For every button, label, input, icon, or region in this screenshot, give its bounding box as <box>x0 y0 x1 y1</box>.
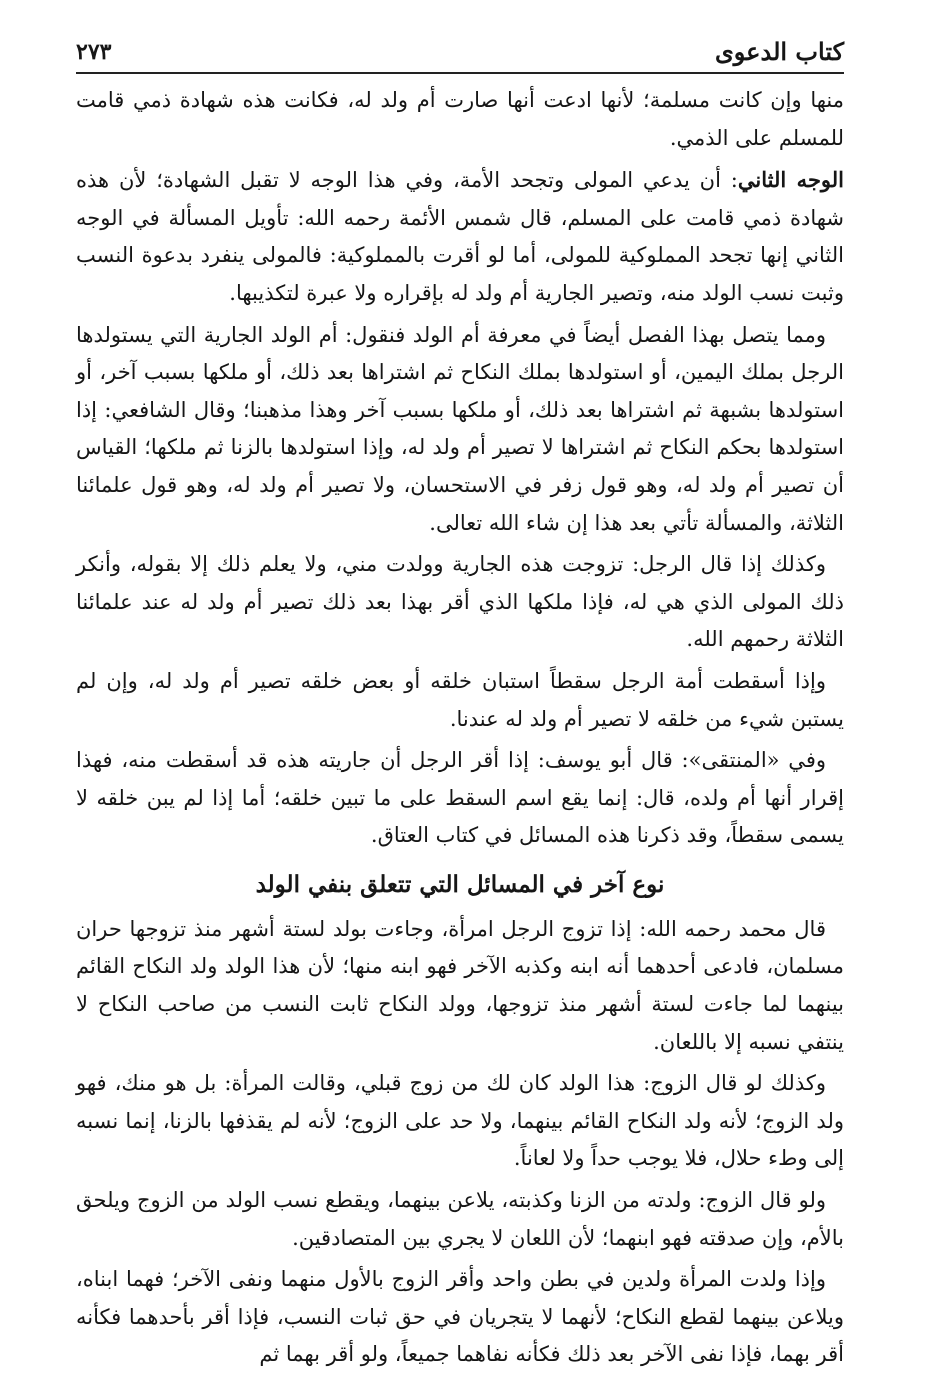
paragraph: وكذلك إذا قال الرجل: تزوجت هذه الجارية وولدت مني، ولا يعلم ذلك إلا بقوله، وأنكر ذلك المولى الذي هي له، فإذا ملكها الذي أقر بهذا بعد ذلك تصير أم ولد له عند علمائنا الثلاثة رحمهم الله. <box>76 552 844 652</box>
running-title: كتاب الدعوى <box>714 37 844 66</box>
body-text <box>76 82 844 1374</box>
paragraph-lead: الوجه الثاني <box>737 167 845 193</box>
paragraph <box>76 161 844 312</box>
section-heading: نوع آخر في المسائل التي تتعلق بنفي الولد <box>255 870 665 898</box>
paragraph: ومما يتصل بهذا الفصل أيضاً في معرفة أم الولد فنقول: أم الولد الجارية التي يستولدها الرجل بملك اليمين، أو استولدها بملك النكاح ثم اشتراها بعد ذلك، أو ملكها بسبب آخر، أو استولدها بشبهة ثم اشتراها بعد ذلك، أو ملكها بسبب آخر وهذا مذهبنا؛ وقال الشافعي: إذا استولدها بحكم النكاح ثم اشتراها لا تصير أم ولد له، وإذا استولدها بالزنا ثم ملكها؛ القياس أن تصير أم ولد له، وهو قول زفر في الاستحسان، ولا تصير أم ولد له، وهو قول علمائنا الثلاثة، والمسألة تأتي بعد هذا إن شاء الله تعالى. <box>76 322 844 535</box>
paragraph: وإذا أسقطت أمة الرجل سقطاً استبان خلقه أو بعض خلقه تصير أم ولد له، وإن لم يستبن شيء من خلقه لا تصير أم ولد له عندنا. <box>76 668 844 731</box>
paragraph: منها وإن كانت مسلمة؛ لأنها ادعت أنها صارت أم ولد له، فكانت هذه شهادة ذمي قامت للمسلم على الذمي. <box>76 88 844 150</box>
paragraph-text: : أن يدعي المولى وتجحد الأمة، وفي هذا الوجه لا تقبل الشهادة؛ لأن هذه شهادة ذمي قامت على المسلم، قال شمس الأئمة رحمه الله: تأويل المسألة في الوجه الثاني إنها تجحد المملوكية للمولى، أما لو أقرت بالمملوكية: فالمولى ينفرد بدعوة النسب وثبت نسب الولد منه، وتصير الجارية أم ولد له بإقراره ولا عبرة لتكذيبها. <box>76 168 844 305</box>
paragraph: وإذا ولدت المرأة ولدين في بطن واحد وأقر الزوج بالأول منهما ونفى الآخر؛ فهما ابناه، ويلاعن بينهما لقطع النكاح؛ لأنهما لا يتجريان في حق ثبات النسب، فإذا أقر بأحدهما فكأنه أقر بهما، فإذا نفى الآخر بعد ذلك فكأنه نفاهما جميعاً، ولو أقر بهما ثم <box>76 1267 844 1367</box>
paragraph: وكذلك لو قال الزوج: هذا الولد كان لك من زوج قبلي، وقالت المرأة: بل هو منك، فهو ولد الزوج؛ لأنه ولد النكاح القائم بينهما، ولا حد على الزوج؛ لأنه لم يقذفها بالزنا، إنما نسبه إلى وطء حلال، فلا يوجب حداً ولا لعاناً. <box>76 1071 844 1171</box>
paragraph: وفي «المنتقى»: قال أبو يوسف: إذا أقر الرجل أن جاريته هذه قد أسقطت منه، فهذا إقرار أنها أم ولده، قال: إنما يقع اسم السقط على ما تبين خلقه؛ أما إذا لم يبن خلقه لا يسمى سقطاً، وقد ذكرنا هذه المسائل في كتاب العتاق. <box>76 748 844 848</box>
page-header <box>76 28 844 74</box>
page-number: ٢٧٣ <box>76 39 112 65</box>
paragraph: قال محمد رحمه الله: إذا تزوج الرجل امرأة، وجاءت بولد لستة أشهر منذ تزوجها حران مسلمان، فادعى أحدهما أنه ابنه وكذبه الآخر فهو ابنه منها؛ لأن هذا الولد ولد النكاح القائم بينهما لما جاءت لستة أشهر منذ تزوجها، وولد النكاح ثابت النسب من صاحب النكاح لا ينتفي نسبه إلا باللعان. <box>76 916 844 1054</box>
paragraph: ولو قال الزوج: ولدته من الزنا وكذبته، يلاعن بينهما، ويقطع نسب الولد من الزوج ويلحق بالأم، وإن صدقته فهو ابنهما؛ لأن اللعان لا يجري بين المتصادقين. <box>76 1188 844 1250</box>
